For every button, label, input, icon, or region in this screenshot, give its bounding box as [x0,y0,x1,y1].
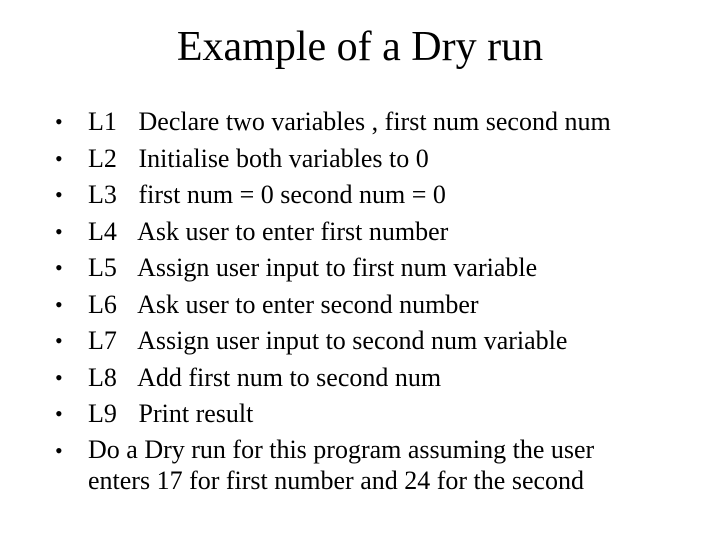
line-code: L2 [88,143,117,173]
bullet-item-l1 [55,104,695,141]
line-code: L4 [88,216,117,246]
line-text: Assign user input to second num variable [137,326,568,355]
bullet-item-l7 [55,323,695,360]
line-text: Initialise both variables to 0 [138,143,429,173]
line-text: first num = 0 second num = 0 [138,180,446,209]
line-code: L1 [88,107,117,136]
line-code: L9 [88,399,117,428]
line-code: L6 [88,289,117,319]
line-code: L5 [88,253,117,282]
bullet-item-l5 [55,250,695,287]
line-text: Add first num to second num [137,362,442,392]
line-text: Assign user input to first num variable [137,253,538,282]
line-code: L8 [88,362,117,392]
bullet-icon: • [55,401,63,426]
line-code: L7 [88,326,117,355]
bullet-icon: • [55,255,63,280]
line-code: L3 [88,180,117,209]
bullet-item-l4 [55,214,695,251]
bullet-item-l6 [55,287,695,324]
bullet-item-l3 [55,177,695,214]
bullet-item-l8 [55,360,695,397]
bullet-icon: • [55,364,63,390]
line-text: Declare two variables , first num second num [138,107,611,136]
bullet-icon: • [55,291,63,317]
bullet-icon: • [55,218,63,244]
bullet-item-dry-run-task [55,433,695,496]
bullet-icon: • [55,109,63,134]
bullet-list [55,104,695,496]
bullet-icon: • [55,328,63,353]
line-text: Print result [138,399,254,428]
bullet-item-l9 [55,396,695,433]
line-text: Ask user to enter first number [137,216,449,246]
task-text-line-2: enters 17 for first number and 24 for the second [88,465,585,495]
bullet-icon: • [55,145,63,171]
line-text: Ask user to enter second number [137,289,479,319]
bullet-icon: • [55,182,63,207]
bullet-item-l2 [55,141,695,178]
task-text-line-1: Do a Dry run for this program assuming the user [88,434,595,464]
slide-title: Example of a Dry run [176,24,544,70]
bullet-icon: • [55,437,63,463]
